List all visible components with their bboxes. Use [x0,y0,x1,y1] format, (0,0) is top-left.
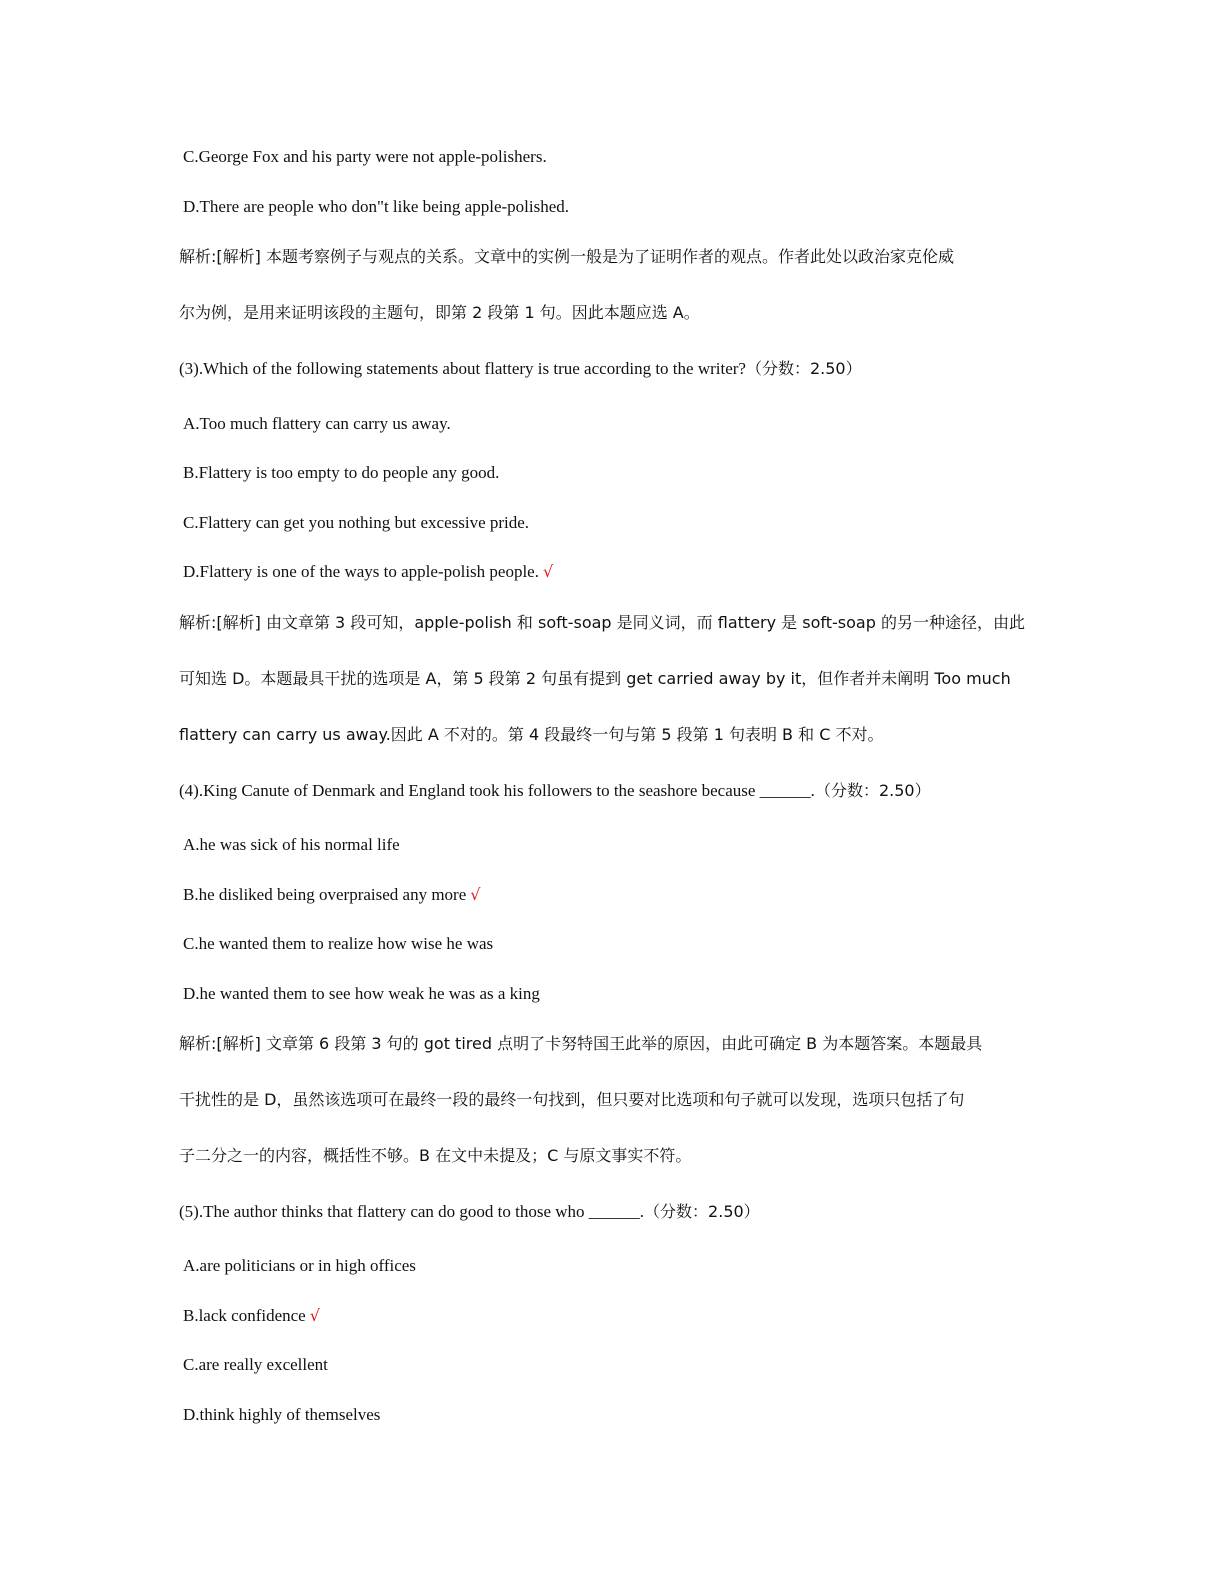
q5-option-c: C.are really excellent [183,1355,328,1374]
q5-question-text: (5).The author thinks that flattery can do good to those who ______. [179,1202,645,1221]
q3-explanation-line-2: 可知选 D。本题最具干扰的选项是 A，第 5 段第 2 句虽有提到 get carried away by it，但作者并未阐明 Too much [179,669,1011,688]
q4-explanation-line-2: 干扰性的是 D，虽然该选项可在最终一段的最终一句找到，但只要对比选项和句子就可以发现，选项只包括了句 [179,1090,965,1109]
q3-option-a: A.Too much flattery can carry us away. [183,414,451,433]
q4-question [179,779,931,803]
q4-option-b-text: B.he disliked being overpraised any more [183,885,467,904]
q3-option-c: C.Flattery can get you nothing but excessive pride. [183,513,530,532]
q3-question [179,357,862,381]
q2-option-c: C.George Fox and his party were not apple-polishers. [183,147,547,166]
q4-option-d: D.he wanted them to see how weak he was as a king [183,984,540,1003]
q5-option-a: A.are politicians or in high offices [183,1256,416,1275]
q5-question [179,1200,760,1224]
q4-score: （分数：2.50） [814,781,931,800]
correct-check-icon: √ [309,1306,320,1325]
q4-explanation-line-3: 子二分之一的内容，概括性不够。B 在文中未提及；C 与原文事实不符。 [179,1146,692,1165]
q3-score: （分数：2.50） [745,359,862,378]
q3-option-b: B.Flattery is too empty to do people any good. [183,463,500,482]
q2-option-d: D.There are people who don"t like being apple-polished. [183,197,570,216]
q3-explanation-line-3: flattery can carry us away.因此 A 不对的。第 4 段最终一句与第 5 段第 1 句表明 B 和 C 不对。 [179,725,884,744]
q3-option-d [183,560,553,584]
correct-check-icon: √ [542,562,554,581]
q4-question-text: (4).King Canute of Denmark and England took his followers to the seashore because ______. [179,781,815,800]
q4-option-c: C.he wanted them to realize how wise he was [183,934,494,953]
q5-option-b [183,1304,320,1328]
q5-option-b-text: B.lack confidence [183,1306,306,1325]
q4-option-b [183,883,480,907]
q2-explanation-line-1: 解析:[解析] 本题考察例子与观点的关系。文章中的实例一般是为了证明作者的观点。作者此处以政治家克伦威 [179,247,954,266]
q5-option-d: D.think highly of themselves [183,1405,381,1424]
q5-score: （分数：2.50） [644,1202,760,1221]
q3-question-text: (3).Which of the following statements about flattery is true according to the writer? [179,359,746,378]
q3-option-d-text: D.Flattery is one of the ways to apple-polish people. [183,562,539,581]
q4-explanation-line-1: 解析:[解析] 文章第 6 段第 3 句的 got tired 点明了卡努特国王此举的原因，由此可确定 B 为本题答案。本题最具 [179,1034,983,1053]
q4-option-a: A.he was sick of his normal life [183,835,400,854]
q3-explanation-line-1: 解析:[解析] 由文章第 3 段可知，apple-polish 和 soft-soap 是同义词，而 flattery 是 soft-soap 的另一种途径，由此 [179,613,1025,632]
correct-check-icon: √ [470,885,481,904]
q2-explanation-line-2: 尔为例，是用来证明该段的主题句，即第 2 段第 1 句。因此本题应选 A。 [179,303,700,322]
